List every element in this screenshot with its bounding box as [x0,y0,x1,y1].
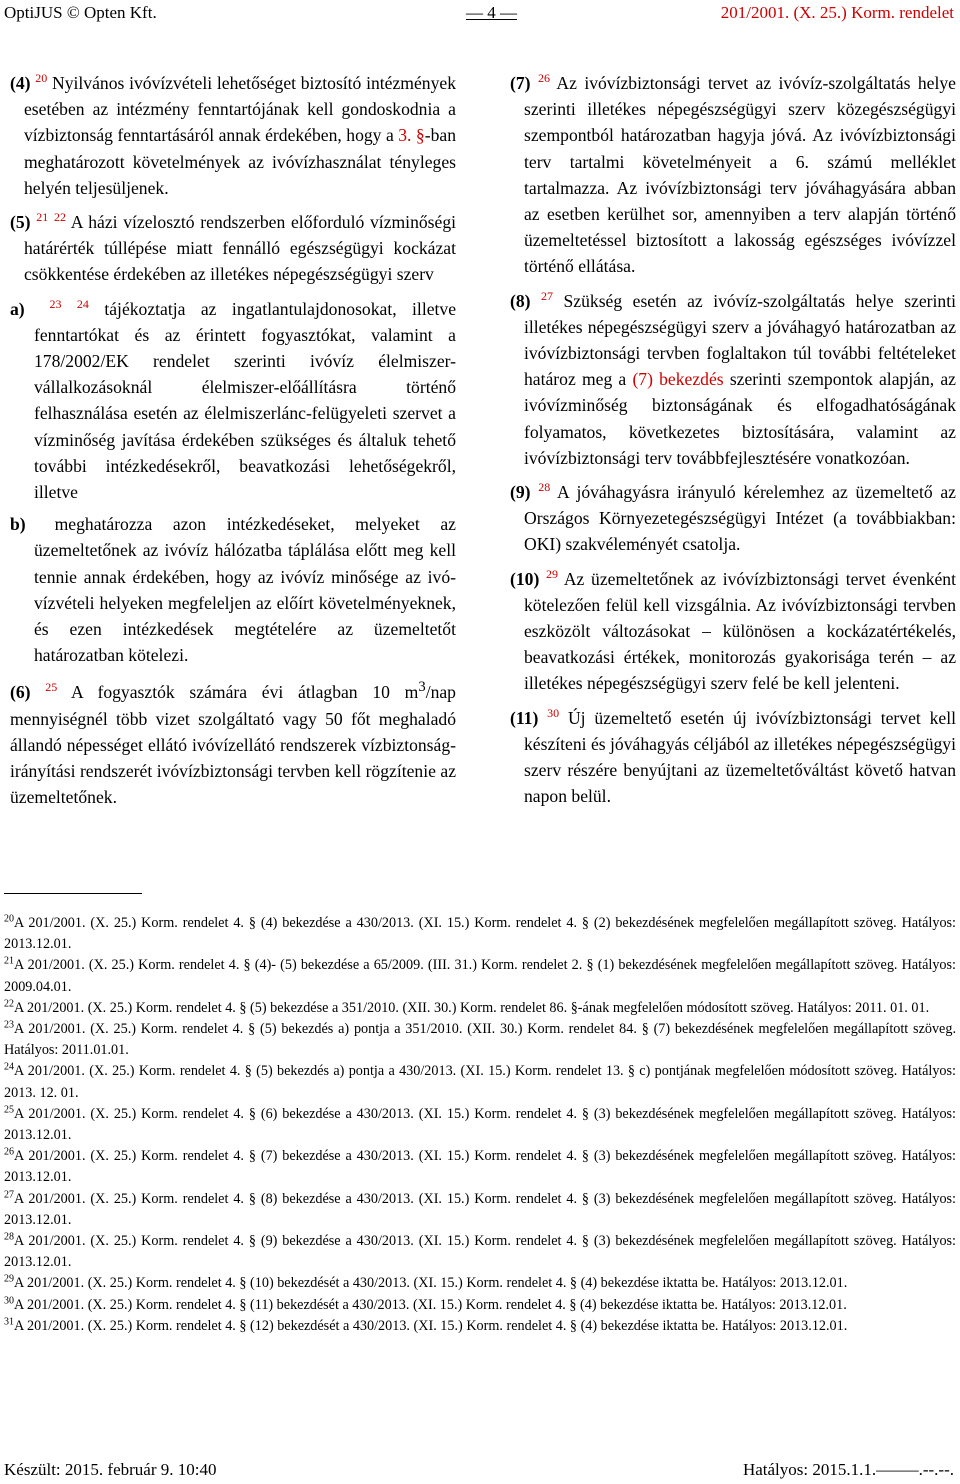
footnote-ref-24[interactable]: 24 [76,296,89,311]
footnote-text: A 201/2001. (X. 25.) Korm. rendelet 4. § (4)- (5) bekezdése a 65/2009. (III. 31.) Korm. rendelet 2. § (1) bekezdésének megfelelően megállapított szöveg. Hatályos: 2009.04.01. [4,957,956,995]
footnote-text: A 201/2001. (X. 25.) Korm. rendelet 4. § (6) bekezdése a 430/2013. (XI. 15.) Korm. rendelet 4. § (3) bekezdésének megfelelően megállapított szöveg. Hatályos: 2013.12.01. [4,1105,956,1144]
footnote-ref-20[interactable]: 20 [35,71,48,86]
paragraph-7 [510,70,956,280]
footnote-number: 25 [4,1104,14,1116]
footnote-text: A 201/2001. (X. 25.) Korm. rendelet 4. § (9) bekezdése a 430/2013. (XI. 15.) Korm. rendelet 4. § (3) bekezdésének megfelelően megállapított szöveg. Hatályos: 2013.12.01. [4,1233,956,1271]
paragraph-5 [10,209,456,288]
footnote-number: 31 [4,1316,14,1328]
paragraph-text: Nyilvános ivóvízvételi lehetőséget biztosító intézmények esetében az intézmény fenntartójának kell gondoskodnia a vízbiztonság fenntartásáról annak érdekében, hogy a [24,73,456,146]
footnote-ref-28[interactable]: 28 [538,480,551,495]
paragraph-text: Új üzemeltető esetén új ivóvízbiztonsági tervet kell készíteni és jóváhagyás céljából az illetékes népegészségügyi szerv részére benyújtani az üzemeltetőváltást követő hatvan napon belül. [524,707,956,807]
paragraph-11 [510,705,956,810]
paragraph-number: (9) [510,482,531,503]
paragraph-number: (6) [10,682,31,703]
footnote-ref-29[interactable]: 29 [546,566,559,581]
footnote-21 [4,955,956,997]
footnote-number: 20 [4,913,14,925]
footnote-27 [4,1189,956,1231]
paragraph-text: szerinti szempontok alapján, az ivóvízminőség biztonságának és elfogadhatóságának folyamatos, következetes biztosítására, valamint az ivóvízbiztonsági terv továbbfejlesztésére vonatkozóan. [524,369,956,468]
footnote-number: 30 [4,1294,14,1306]
footnote-25 [4,1104,956,1146]
point-b [10,511,456,668]
footnote-text: A 201/2001. (X. 25.) Korm. rendelet 4. § (12) bekezdését a 430/2013. (XI. 15.) Korm. rendelet 4. § (4) bekezdése iktatta be. Hatályos: 2013.12.01. [14,1317,848,1334]
footnote-22 [4,998,956,1019]
footnote-26 [4,1146,956,1188]
paragraph-text: Szükség esetén az ivóvíz-szolgáltatás helye szerinti illetékes népegészségügyi szerv a jóváhagyó határozatban az ivóvízbiztonsági tervben foglaltakon túl további feltételeket határoz meg a [524,290,956,390]
point-a [10,296,457,506]
paragraph-number: (7) [510,73,531,93]
publisher-label: OptiJUS © Opten Kft. [4,3,157,22]
generated-date: Készült: 2015. február 9. 10:40 [4,1460,217,1479]
footnote-text: A 201/2001. (X. 25.) Korm. rendelet 4. § (11) bekezdését a 430/2013. (XI. 15.) Korm. rendelet 4. § (4) bekezdése iktatta be. Hatályos: 2013.12.01. [14,1296,847,1313]
paragraph-number: (5) [10,212,31,233]
footnote-28 [4,1231,956,1273]
footnote-number: 21 [4,955,14,967]
paragraph-6 [10,674,456,810]
paragraph-number: (10) [510,568,540,589]
footnote-number: 28 [4,1231,14,1243]
paragraph-text: A fogyasztók számára évi átlagban 10 m [71,682,419,703]
footnote-29 [4,1273,956,1294]
paragraph-number: (4) [10,73,31,93]
footnote-number: 27 [4,1188,14,1200]
paragraph-4 [10,70,456,201]
section-link[interactable]: 3. § [398,125,425,146]
footnote-text: A 201/2001. (X. 25.) Korm. rendelet 4. § (7) bekezdése a 430/2013. (XI. 15.) Korm. rendelet 4. § (3) bekezdésének megfelelően megállapított szöveg. Hatályos: 2013.12.01. [4,1148,956,1186]
footnote-number: 22 [4,998,14,1010]
footnote-text: A 201/2001. (X. 25.) Korm. rendelet 4. § (5) bekezdés a) pontja a 351/2010. (XII. 30.) Korm. rendelet 84. § (7) bekezdésének megfelelően megállapított szöveg. Hatályos: 2011.01.01. [4,1021,956,1059]
footnotes [4,913,956,1337]
cubic-superscript: 3 [418,679,426,696]
page-number: — 4 — [466,3,517,22]
footnote-20 [4,913,956,955]
footnote-30 [4,1295,956,1316]
footnote-ref-30[interactable]: 30 [547,705,560,720]
paragraph-text: A jóváhagyásra irányuló kérelemhez az üzemeltető az Országos Környezetegészségügyi Intézet (a továbbiakban: OKI) szakvéleményét csatolja. [524,482,956,555]
left-column [10,70,456,818]
paragraph-number: (11) [510,707,539,728]
footnote-number: 29 [4,1273,14,1285]
footnote-text: A 201/2001. (X. 25.) Korm. rendelet 4. § (5) bekezdése a 351/2010. (XII. 30.) Korm. rendelet 86. §-ának megfelelően módosított szöveg. Hatályos: 2011. 01. 01. [14,999,930,1016]
footnote-text: A 201/2001. (X. 25.) Korm. rendelet 4. § (4) bekezdése a 430/2013. (XI. 15.) Korm. rendelet 4. § (2) bekezdésének megfelelően megállapított szöveg. Hatályos: 2013.12.01. [4,915,956,953]
footnote-ref-26[interactable]: 26 [537,71,550,86]
footnote-ref-21[interactable]: 21 [36,210,49,225]
point-label: a) [10,298,25,319]
footnote-ref-27[interactable]: 27 [541,288,554,303]
effective-date: Hatályos: 2015.1.1.–––––.--.--. [742,1460,954,1479]
paragraph-9 [510,479,956,558]
footnote-number: 26 [4,1146,14,1158]
paragraph-text: Az ivóvízbiztonsági tervet az ivóvíz-szolgáltatás helye szerinti illetékes népegészségügyi szerv közegészségügyi szempontból határozatban hagyja jóvá. Az ivóvízbiztonsági terv tartalmi követelményeit a 6. számú melléklet tartalmazza. Az ivóvízbiztonsági terv jóváhagyására abban az esetben kerülhet sor, amennyiben a terv alapján történő üzemeltetéssel biztosított a lakosság egészséges ivóvízzel történő ellátása. [524,73,956,277]
footnote-23 [4,1019,956,1061]
footnote-ref-22[interactable]: 22 [53,210,66,225]
paragraph-text: A házi vízelosztó rendszerben előforduló vízminőségi határérték túllépése miatt fennálló egészségügyi kockázat csökkentése érdekében az illetékes népegészségügyi szerv [24,212,457,285]
paragraph-8 [510,288,956,471]
point-label: b) [10,514,26,535]
paragraph-10 [510,566,956,697]
header-law-reference [721,1,954,25]
footnote-24 [4,1061,956,1103]
point-text: meghatározza azon intézkedéseket, melyeket az üzemeltetőnek az ivóvíz hálózatba táplálása előtt meg kell tennie annak érdekében, hogy az ivóvíz minősége az ivó-vízvételi helyeken megfeleljen az előírt követelményeknek, és ezen intézkedések megtételére az üzemeltetőt határozatban kötelezi. [34,514,456,666]
footnote-ref-25[interactable]: 25 [45,680,58,695]
law-reference-link[interactable]: 201/2001. (X. 25.) Korm. rendelet [720,3,954,22]
footnote-number: 24 [4,1061,14,1073]
paragraph-text: Az üzemeltetőnek az ivóvízbiztonsági tervet évenként kötelezően felül kell vizsgálnia. Az ivóvízbiztonsági tervben eszközölt változásokat – különösen a kockázatértékelés, beavatkozási értékek, monitorozás gyakorisága terén – az illetékes népegészségügyi szerv felé be kell jelenteni. [524,568,956,694]
footnote-text: A 201/2001. (X. 25.) Korm. rendelet 4. § (10) bekezdését a 430/2013. (XI. 15.) Korm. rendelet 4. § (4) bekezdése iktatta be. Hatályos: 2013.12.01. [14,1275,848,1292]
point-text: tájékoztatja az ingatlantulajdonosokat, illetve fenntartókat és az érintett fogyasztókat, valamint a 178/2002/EK rendelet szerinti ivóvíz élelmiszer-vállalkozásoknál élelmiszer-előállításra történő felhasználása esetén az élelmiszerlánc-felügyeleti szervet a vízminőség javítása érdekében szükséges és általuk tehető további intézkedésekről, beavatkozási lehetőségekről, illetve [34,298,457,503]
footnote-text: A 201/2001. (X. 25.) Korm. rendelet 4. § (5) bekezdés a) pontja a 430/2013. (XI. 15.) Korm. rendelet 13. § c) pontjának megfelelően módosított szöveg. Hatályos: 2013. 12. 01. [4,1063,956,1101]
paragraph-link[interactable]: (7) bekezdés [632,369,724,390]
page-header [0,0,960,28]
footnote-number: 23 [4,1019,14,1031]
paragraph-number: (8) [510,290,531,311]
footnote-ref-23[interactable]: 23 [49,296,62,311]
footnote-text: A 201/2001. (X. 25.) Korm. rendelet 4. § (8) bekezdése a 430/2013. (XI. 15.) Korm. rendelet 4. § (3) bekezdésének megfelelően megállapított szöveg. Hatályos: 2013.12.01. [4,1190,956,1228]
paragraph-text: /nap mennyiségnél több vizet szolgáltató vagy 50 főt meghaladó állandó népességet ellátó ivóvízellátó rendszerek vízbiztonság-irányítási rendszerét ivóvízbiztonsági tervben kell rögzítenie az üzemeltetőnek. [10,682,456,808]
footnote-divider [4,893,142,894]
paragraph-text: -ban meghatározott követelmények az ivóvízhasználat tényleges helyén teljesüljenek. [24,125,456,198]
footnote-31 [4,1316,956,1337]
right-column [510,70,956,817]
